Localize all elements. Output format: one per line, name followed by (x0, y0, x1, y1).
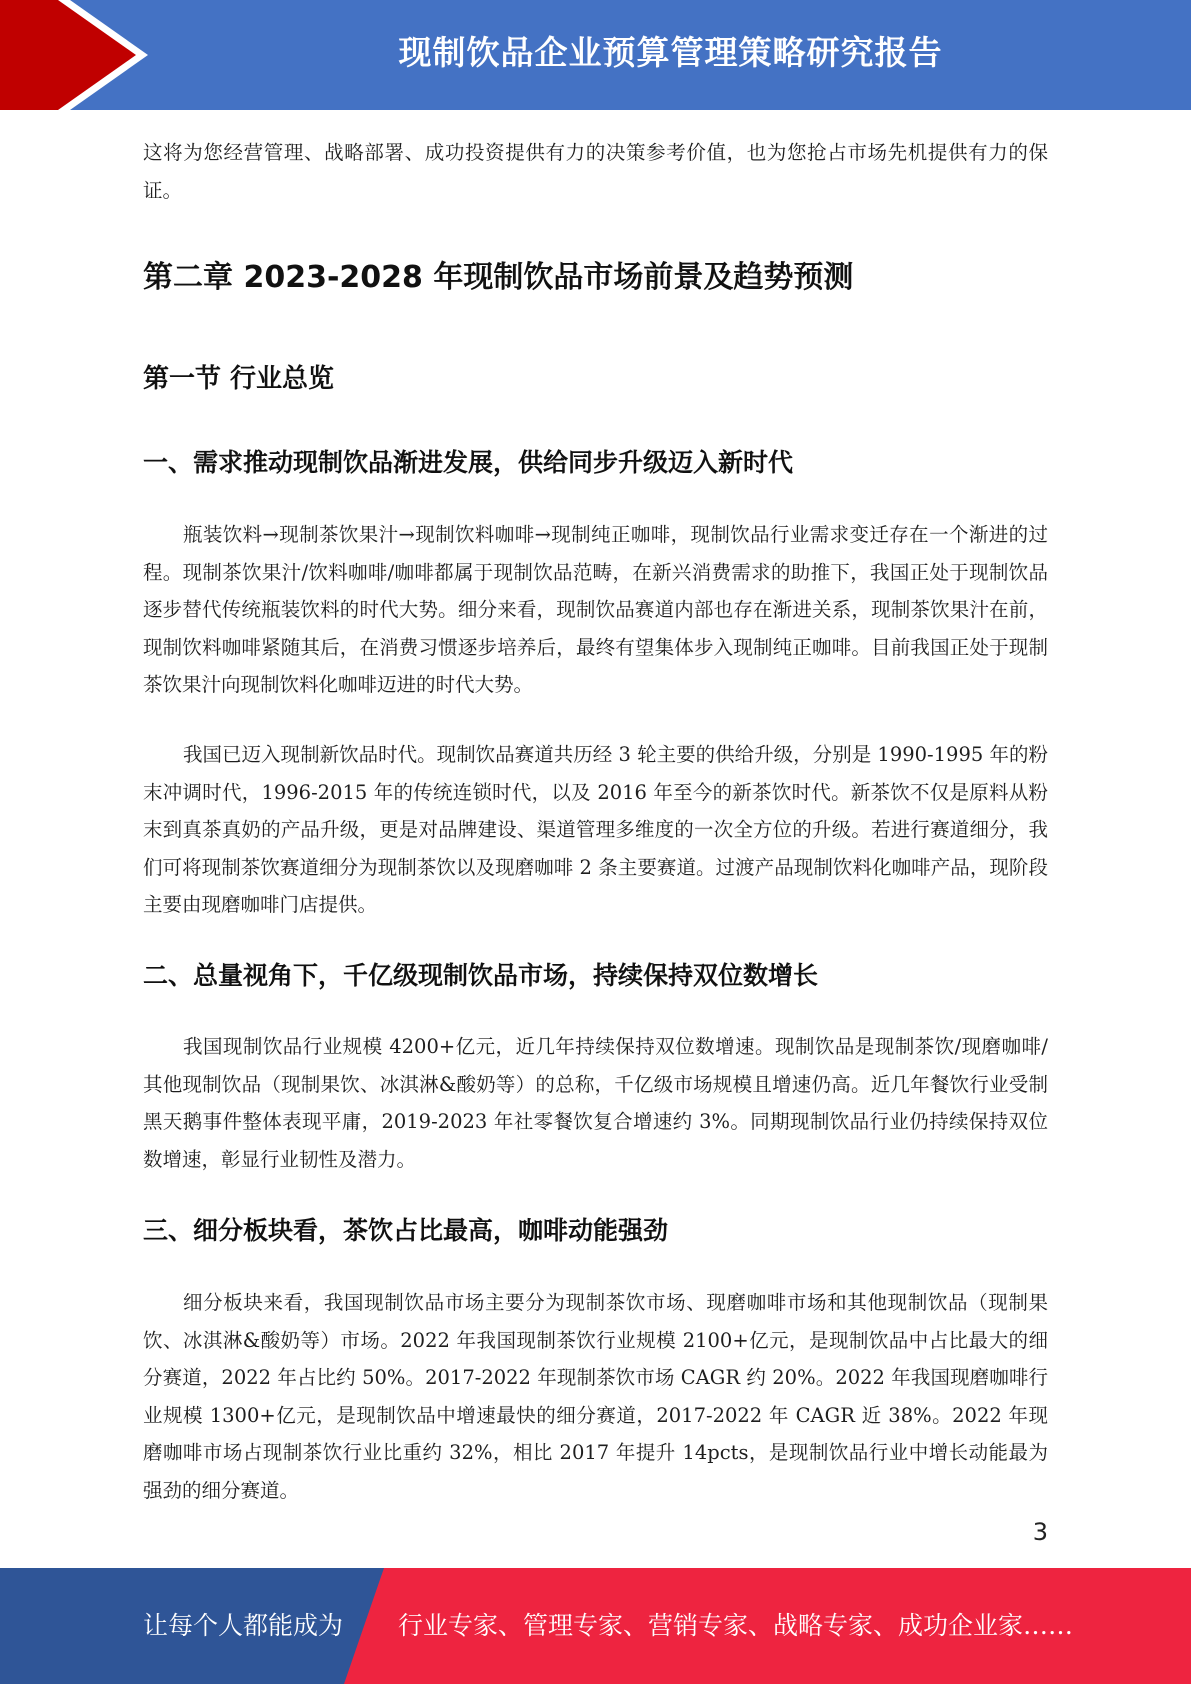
chapter-title: 第二章 2023-2028 年现制饮品市场前景及趋势预测 (143, 260, 854, 295)
page-footer (0, 1568, 1191, 1684)
body-paragraph: 我国已迈入现制新饮品时代。现制饮品赛道共历经 3 轮主要的供给升级，分别是 1990-1995 年的粉末冲调时代，1996-2015 年的传统连锁时代，以及 2016 年至今的新茶饮时代。新茶饮不仅是原料从粉末到真茶真奶的产品升级，更是对品牌建设、渠道管理多维度的一次全方位的升级。若进行赛道细分，我们可将现制茶饮赛道细分为现制茶饮以及现磨咖啡 2 条主要赛道。过渡产品现制饮料化咖啡产品，现阶段主要由现磨咖啡门店提供。 (143, 743, 1048, 917)
page-number: 3 (1032, 1518, 1048, 1546)
footer-slogan-left: 让每个人都能成为 (143, 1611, 344, 1640)
subsection-title-3: 三、细分板块看，茶饮占比最高，咖啡动能强劲 (143, 1216, 669, 1245)
body-paragraph: 细分板块来看，我国现制饮品市场主要分为现制茶饮市场、现磨咖啡市场和其他现制饮品（现制果饮、冰淇淋&酸奶等）市场。2022 年我国现制茶饮行业规模 2100+亿元，是现制饮品中占比最大的细分赛道，2022 年占比约 50%。2017-2022 年现制茶饮市场 CAGR 约 20%。2022 年我国现磨咖啡行业规模 1300+亿元，是现制饮品中增速最快的细分赛道，2017-2022 年 CAGR 近 38%。2022 年现磨咖啡市场占现制茶饮行业比重约 32%，相比 2017 年提升 14pcts，是现制饮品行业中增长动能最为强劲的细分赛道。 (143, 1291, 1048, 1502)
section-title: 第一节 行业总览 (143, 364, 335, 394)
header-arrow-decoration (0, 0, 160, 110)
footer-slogan-right: 行业专家、管理专家、营销专家、战略专家、成功企业家…… (398, 1611, 1074, 1640)
subsection-title-2: 二、总量视角下，千亿级现制饮品市场，持续保持双位数增长 (143, 961, 819, 990)
body-paragraph: 我国现制饮品行业规模 4200+亿元，近几年持续保持双位数增速。现制饮品是现制茶饮/现磨咖啡/其他现制饮品（现制果饮、冰淇淋&酸奶等）的总称，千亿级市场规模且增速仍高。近几年餐饮行业受制黑天鹅事件整体表现平庸，2019-2023 年社零餐饮复合增速约 3%。同期现制饮品行业仍持续保持双位数增速，彰显行业韧性及潜力。 (143, 1035, 1048, 1171)
body-paragraph: 瓶装饮料→现制茶饮果汁→现制饮料咖啡→现制纯正咖啡，现制饮品行业需求变迁存在一个渐进的过程。现制茶饮果汁/饮料咖啡/咖啡都属于现制饮品范畴，在新兴消费需求的助推下，我国正处于现制饮品逐步替代传统瓶装饮料的时代大势。细分来看，现制饮品赛道内部也存在渐进关系，现制茶饮果汁在前，现制饮料咖啡紧随其后，在消费习惯逐步培养后，最终有望集体步入现制纯正咖啡。目前我国正处于现制茶饮果汁向现制饮料化咖啡迈进的时代大势。 (143, 523, 1048, 697)
subsection-title-1: 一、需求推动现制饮品渐进发展，供给同步升级迈入新时代 (143, 448, 794, 477)
intro-paragraph: 这将为您经营管理、战略部署、成功投资提供有力的决策参考价值，也为您抢占市场先机提供有力的保证。 (143, 141, 1048, 202)
report-title: 现制饮品企业预算管理策略研究报告 (398, 33, 943, 72)
page-header (0, 0, 1191, 110)
